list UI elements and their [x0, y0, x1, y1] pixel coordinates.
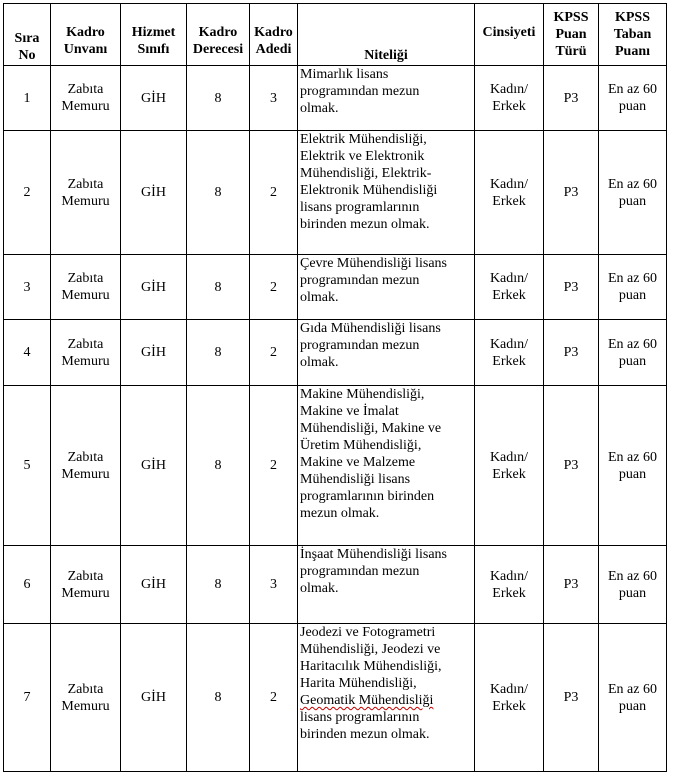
cell-kadro-derecesi: 8 [187, 320, 250, 386]
cell-puan-turu: P3 [544, 546, 599, 624]
cell-cinsiyeti: Kadın/ Erkek [475, 66, 544, 131]
cell-kadro-derecesi: 8 [187, 131, 250, 255]
cell-kadro-unvani: Zabıta Memuru [51, 131, 121, 255]
cell-taban-puani: En az 60 puan [599, 546, 667, 624]
cell-taban-puani: En az 60 puan [599, 131, 667, 255]
cell-kadro-derecesi: 8 [187, 546, 250, 624]
cell-puan-turu: P3 [544, 624, 599, 772]
cell-cinsiyeti: Kadın/ Erkek [475, 624, 544, 772]
cell-kadro-adedi: 2 [250, 255, 298, 320]
table-row [4, 546, 667, 624]
table-row [4, 386, 667, 546]
header-kadro-unvani: Kadro Unvanı [51, 4, 121, 66]
header-hizmet-sinifi: Hizmet Sınıfı [121, 4, 187, 66]
cell-kadro-adedi: 2 [250, 320, 298, 386]
cell-kadro-adedi: 2 [250, 131, 298, 255]
cell-puan-turu: P3 [544, 255, 599, 320]
cell-kadro-unvani: Zabıta Memuru [51, 546, 121, 624]
header-kadro-adedi: Kadro Adedi [250, 4, 298, 66]
cell-cinsiyeti: Kadın/ Erkek [475, 546, 544, 624]
table-row [4, 131, 667, 255]
cell-kadro-derecesi: 8 [187, 255, 250, 320]
cell-sira-no: 6 [4, 546, 51, 624]
table-row [4, 320, 667, 386]
header-niteligi: Niteliği [298, 4, 475, 66]
cell-sira-no: 4 [4, 320, 51, 386]
cell-niteligi: Makine Mühendisliği, Makine ve İmalat Mühendisliği, Makine ve Üretim Mühendisliği, Makine ve Malzeme Mühendisliği lisans programlarının birinden mezun olmak. [298, 386, 475, 546]
spellcheck-underlined-line: Geomatik Mühendisliği [300, 693, 434, 708]
cell-kadro-unvani: Zabıta Memuru [51, 624, 121, 772]
cell-kadro-derecesi: 8 [187, 66, 250, 131]
table-row [4, 66, 667, 131]
cell-taban-puani: En az 60 puan [599, 624, 667, 772]
cell-sira-no: 1 [4, 66, 51, 131]
kadro-table [3, 3, 667, 772]
cell-hizmet-sinifi: GİH [121, 546, 187, 624]
cell-hizmet-sinifi: GİH [121, 624, 187, 772]
cell-taban-puani: En az 60 puan [599, 66, 667, 131]
cell-kadro-unvani: Zabıta Memuru [51, 386, 121, 546]
cell-sira-no: 2 [4, 131, 51, 255]
cell-kadro-derecesi: 8 [187, 386, 250, 546]
cell-taban-puani: En az 60 puan [599, 386, 667, 546]
header-row [4, 4, 667, 66]
cell-hizmet-sinifi: GİH [121, 255, 187, 320]
cell-puan-turu: P3 [544, 131, 599, 255]
cell-sira-no: 3 [4, 255, 51, 320]
header-cinsiyeti: Cinsiyeti [475, 4, 544, 66]
cell-kadro-adedi: 2 [250, 386, 298, 546]
cell-sira-no: 5 [4, 386, 51, 546]
cell-kadro-adedi: 3 [250, 66, 298, 131]
cell-niteligi: Elektrik Mühendisliği, Elektrik ve Elektronik Mühendisliği, Elektrik- Elektronik Mühendisliği lisans programlarının birinden mezun olmak. [298, 131, 475, 255]
cell-cinsiyeti: Kadın/ Erkek [475, 320, 544, 386]
cell-cinsiyeti: Kadın/ Erkek [475, 386, 544, 546]
cell-taban-puani: En az 60 puan [599, 255, 667, 320]
cell-taban-puani: En az 60 puan [599, 320, 667, 386]
cell-cinsiyeti: Kadın/ Erkek [475, 255, 544, 320]
cell-hizmet-sinifi: GİH [121, 320, 187, 386]
cell-hizmet-sinifi: GİH [121, 386, 187, 546]
cell-kadro-adedi: 3 [250, 546, 298, 624]
cell-sira-no: 7 [4, 624, 51, 772]
cell-puan-turu: P3 [544, 66, 599, 131]
header-kpss-taban-puani: KPSS Taban Puanı [599, 4, 667, 66]
cell-kadro-adedi: 2 [250, 624, 298, 772]
cell-kadro-derecesi: 8 [187, 624, 250, 772]
table-row [4, 255, 667, 320]
header-sira-no: Sıra No [4, 4, 51, 66]
cell-niteligi: Çevre Mühendisliği lisans programından mezun olmak. [298, 255, 475, 320]
header-kpss-puan-turu: KPSS Puan Türü [544, 4, 599, 66]
cell-niteligi: Gıda Mühendisliği lisans programından mezun olmak. [298, 320, 475, 386]
cell-kadro-unvani: Zabıta Memuru [51, 320, 121, 386]
table-row [4, 624, 667, 772]
cell-cinsiyeti: Kadın/ Erkek [475, 131, 544, 255]
cell-hizmet-sinifi: GİH [121, 131, 187, 255]
cell-kadro-unvani: Zabıta Memuru [51, 66, 121, 131]
cell-kadro-unvani: Zabıta Memuru [51, 255, 121, 320]
header-kadro-derecesi: Kadro Derecesi [187, 4, 250, 66]
cell-puan-turu: P3 [544, 320, 599, 386]
cell-niteligi: İnşaat Mühendisliği lisans programından mezun olmak. [298, 546, 475, 624]
cell-niteligi: Mimarlık lisans programından mezun olmak. [298, 66, 475, 131]
cell-niteligi: Jeodezi ve Fotogrametri Mühendisliği, Jeodezi ve Haritacılık Mühendisliği, Harita Mühendisliği, Geomatik Mühendisliği lisans programlarının birinden mezun olmak. [298, 624, 475, 772]
cell-puan-turu: P3 [544, 386, 599, 546]
cell-hizmet-sinifi: GİH [121, 66, 187, 131]
